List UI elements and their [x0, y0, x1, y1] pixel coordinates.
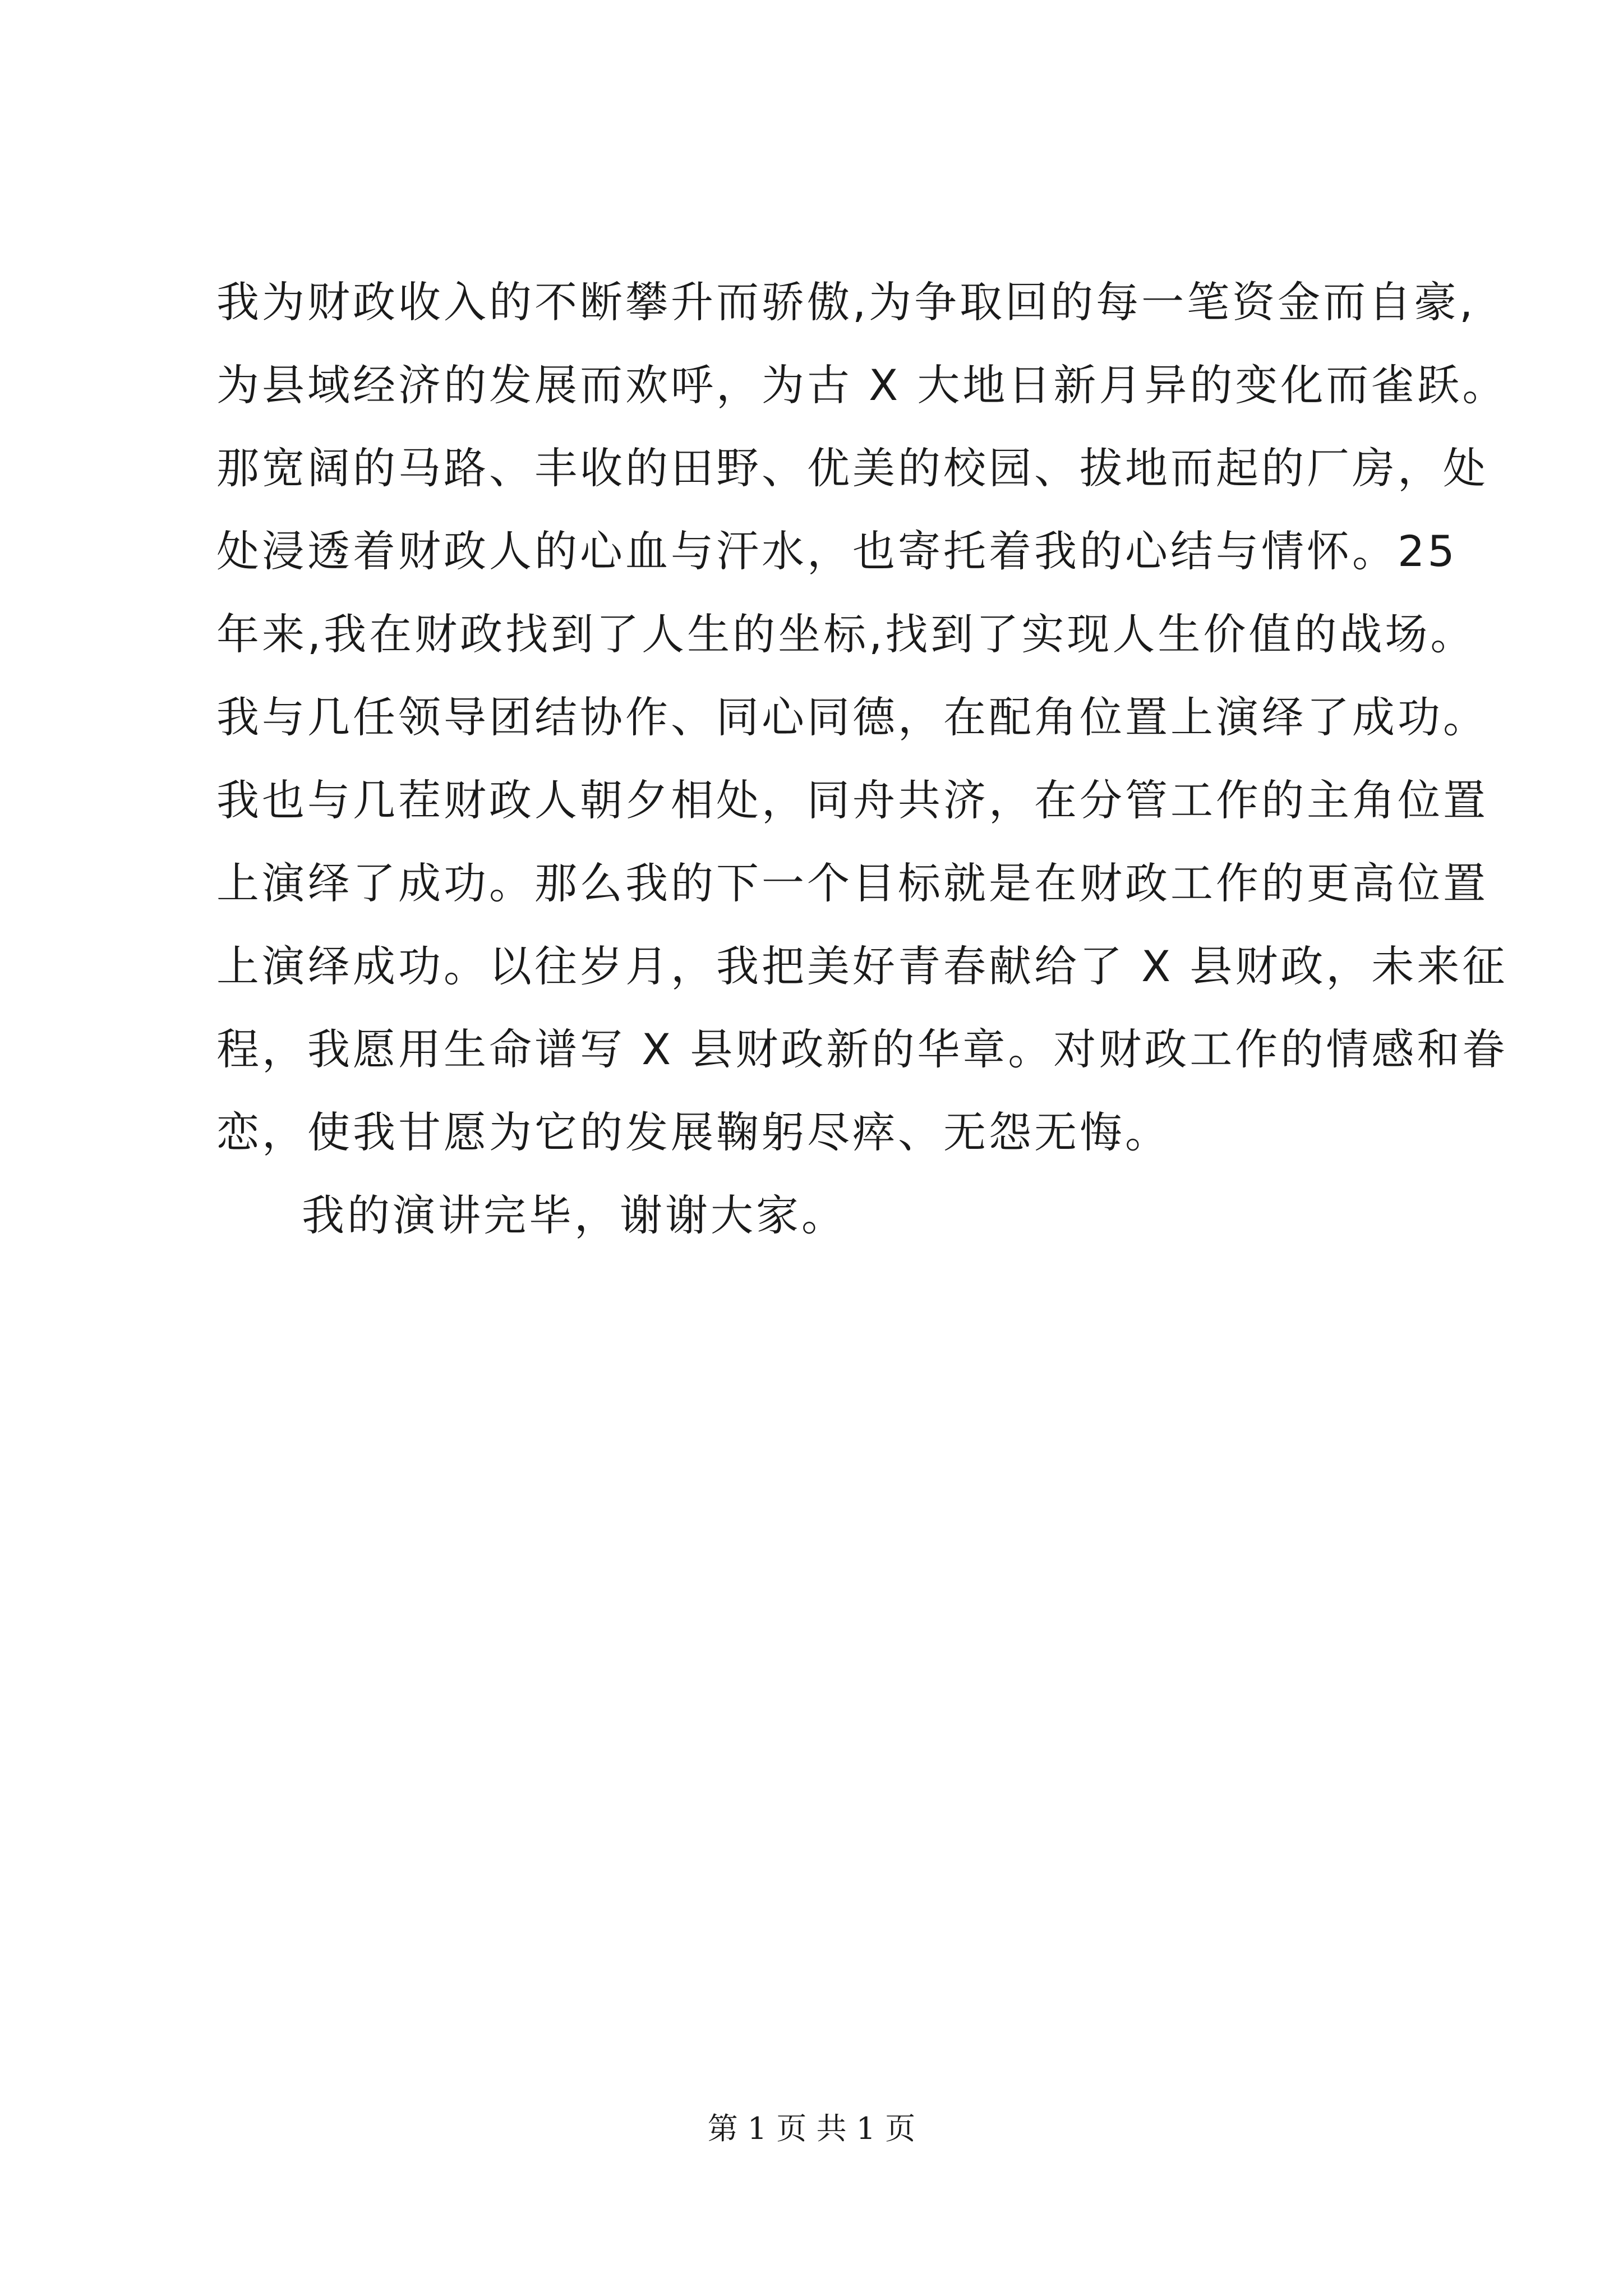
paragraph-line: 上演绎了成功。那么我的下一个目标就是在财政工作的更高位置 — [216, 858, 1488, 908]
paragraph-line: 我与几任领导团结协作、同心同德，在配角位置上演绎了成功。 — [216, 692, 1488, 742]
page-number-indicator: 第 1 页 共 1 页 — [707, 2111, 916, 2146]
paragraph-line: 程，我愿用生命谱写 X 县财政新的华章。对财政工作的情感和眷 — [216, 1024, 1508, 1074]
paragraph-line: 恋，使我甘愿为它的发展鞠躬尽瘁、无怨无悔。 — [216, 1107, 1170, 1157]
paragraph-line: 我也与几茬财政人朝夕相处，同舟共济，在分管工作的主角位置 — [216, 775, 1488, 825]
closing-line: 我的演讲完毕，谢谢大家。 — [302, 1190, 847, 1240]
paragraph-line: 我为财政收入的不断攀升而骄傲,为争取回的每一笔资金而自豪, — [216, 277, 1476, 327]
paragraph-line: 那宽阔的马路、丰收的田野、优美的校园、拔地而起的厂房，处 — [216, 443, 1488, 493]
page-footer — [0, 2106, 1623, 2151]
paragraph-line: 处浸透着财政人的心血与汗水，也寄托着我的心结与情怀。25 — [216, 526, 1458, 576]
speech-body — [216, 261, 1508, 1257]
paragraph-line: 年来,我在财政找到了人生的坐标,找到了实现人生价值的战场。 — [216, 609, 1476, 659]
paragraph-line: 上演绎成功。以往岁月，我把美好青春献给了 X 县财政，未来征 — [216, 941, 1508, 991]
paragraph-line: 为县域经济的发展而欢呼，为古 X 大地日新月异的变化而雀跃。 — [216, 360, 1508, 410]
